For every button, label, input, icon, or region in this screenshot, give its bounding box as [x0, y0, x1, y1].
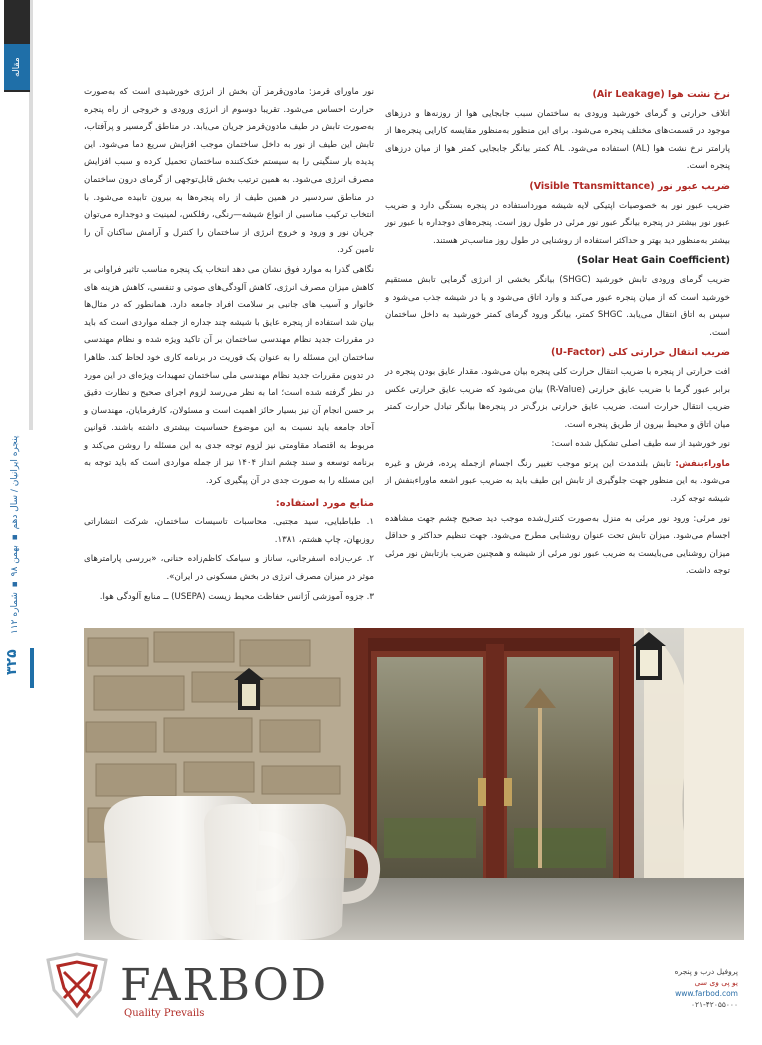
coffee-cups — [104, 796, 374, 940]
heading-air-leakage: نرخ نشت هوا (Air Leakage) — [592, 89, 730, 100]
section-tab — [4, 44, 30, 90]
reference-2: ۲. عرب‌زاده اسفرجانی، ساناز و سیامک کاظم‌زاده حنانی، «بررسی پارامترهای موثر در میزان مصرف انرژی در بخش مسکونی در ایران». — [84, 554, 374, 583]
paragraph-visible-light: نور مرئی: ورود نور مرئی به منزل به‌صورت کنترل‌شده موجب دید صحیح چشم جهت مشاهده اجسام می‌شود. میزان تابش تحت عنوان روشنایی مطرح می‌شود. جهت تنظیم حداکثر و حداقل میزان روشنایی می‌بایست به ضریب عبور نور مرئی از شیشه و همچنین ضریب بازتابش نور مرئی توجه داشت. — [385, 513, 730, 577]
ad-phone: ۰۲۱-۴۲۰۵۵۰۰۰ — [690, 1000, 738, 1009]
paragraph-infrared: نور ماورای قرمز: مادون‌قرمز آن بخش از انرژی خورشیدی است که به‌صورت حرارت احساس می‌شود. تقریبا دوسوم از انرژی ورودی و خروجی از راه پنجره به‌صورت تابش در طیف مادون‌قرمز جریان می‌یابد. در مناطق گرمسیر و پرآفتاب، تابش این طیف از نور به داخل ساختمان موجب افزایش سریع دما می‌شود. این پدیده بار سنگینی را به سیستم خنک‌کننده ساختمان تحمیل کرده و سبب افزایش مصرف انرژی می‌شود. به همین ترتیب بخش قابل‌توجهی از گرمای درون ساختمان در مناطق سردسیر در همین طیف از راه پنجره‌ها به بیرون تابیده می‌شود. با انتخاب ترکیب مناسبی از انواع شیشه—رنگی، رفلکس، لمینیت و دوجداره می‌توان جریان نور و ورود و خروج انرژی از ساختمان را کنترل و آرامش ساکنان آن را تامین کرد. — [84, 87, 374, 256]
window-door-photo — [84, 628, 744, 940]
ad-product-line: پروفیل درب و پنجره — [674, 967, 738, 976]
paragraph-ultraviolet — [385, 456, 730, 509]
ad-product-type: یو پی وی سی — [694, 978, 738, 987]
advertisement-details — [628, 966, 738, 1010]
paragraph-conclusion: نگاهی گذرا به موارد فوق نشان می دهد انتخاب یک پنجره مناسب تاثیر فراوانی بر کاهش میزان مصرف انرژی، کاهش آلودگی‌های صوتی و تنفسی، کاهش هزینه های خانوار و آسیب های جانبی بر سلامت افراد جامعه دارد. همانطور که در مثال‌ها بیان شد استفاده از پنجره عایق با شیشه چند جداره از جمله مواردی است که باید در مقررات جدید نظام مهندسی ساختمان بر آن تاکید ویژه شده و نظام مهندسی ساختمان این مسئله را به عنوان یک فوریت در برنامه کاری خود لحاظ کند. ظاهرا در تدوین مقررات جدید نظام مهندسی ملی ساختمان تمهیدات ویژه‌ای در این مورد در نظر گرفته شده است؛ اما به نظر می‌رسد لزوم اجرای صحیح و نظارت دقیق بر حسن انجام آن نیز بسیار حائز اهمیت است و مسئولان، کارفرمایان، مهندسان و آحاد جامعه باید نسبت به این موضوع حساسیت بیشتری داشته باشند. قوانین مربوط به اقتصاد مقاومتی نیز لزوم توجه جدی به این مسئله را روشن می‌کند و برنامه توسعه و سند چشم انداز ۱۴۰۴ نیز از جمله مواردی است که باید توجه به این مسئله را به صورت جدی در آن پیگیری کرد. — [84, 264, 374, 487]
ad-website[interactable]: www.farbod.com — [675, 989, 738, 998]
references-title: منابع مورد استفاده: — [275, 497, 374, 509]
brand-tagline: Quality Prevails — [124, 1008, 205, 1019]
paragraph-visible-transmittance: ضریب عبور نور به خصوصیات اپتیکی لایه شیشه مورداستفاده در پنجره بستگی دارد و ضریب عبور نور بیشتر در پنجره بیانگر عبور نور مرئی در طول روز است. پنجره‌های دوجداره با عبور نور بیشتر به‌منظور دید بهتر و حداکثر استفاده از روشنایی در طول روز مناسب‌تر هستند. — [385, 200, 730, 246]
section-tab-label: مقاله — [12, 57, 22, 77]
brand-name: FARBOD — [120, 960, 329, 1011]
reference-3: ۳. جزوه آموزشی آژانس حفاظت محیط زیست (USEPA) ــ منابع آلودگی هوا. — [99, 591, 374, 602]
ultraviolet-text: تابش بلندمدت این پرتو موجب تغییر رنگ اجسام ازجمله پرده، فرش و غیره می‌شود. به این منظور جهت جلوگیری از تابش این طیف باید به ضریب عبور اشعه ماوراءبنفش از شیشه توجه کرد. — [385, 458, 730, 505]
page-number: ۳۲۵ — [4, 649, 20, 675]
heading-visible-transmittance: ضریب عبور نور (Visible Ttansmittance) — [529, 180, 730, 192]
heading-u-factor: ضریب انتقال حرارتی کلی (U-Factor) — [550, 347, 730, 359]
reference-1: ۱. طباطبایی، سید مجتبی. محاسبات تاسیسات ساختمان، شرکت انتشاراتی روزبهان، چاپ هشتم، ۱۳۸۱. — [84, 517, 374, 545]
paragraph-shgc: ضریب گرمای ورودی تابش خورشید (SHGC) بیانگر بخشی از انرژی گرمایی تابش مستقیم خورشید است که از میان پنجره عبور می‌کند و وارد اتاق می‌شود و یا در شیشه جذب می‌شود و سپس به اتاق انتقال می‌یابد. SHGC کمتر، بیانگر ورود گرمای کمتر خورشید به داخل ساختمان است. — [385, 274, 731, 338]
paragraph-u-factor: افت حرارتی از پنجره با ضریب انتقال حرارت کلی پنجره بیان می‌شود. مقدار عایق بودن پنجره در برابر عبور گرما با ضریب عایق حرارتی (R-Value) بیان می‌شود که ضریب عایق حرارتی عکس ضریب انتقال حرارت است. ضریب عایق حرارتی بزرگ‌تر در پنجره‌ها بیانگر تبادل حرارت کمتر میان اتاق و محیط بیرون از طریق پنجره است. — [385, 366, 730, 430]
magazine-issue-label: پنجره ایرانیان / سال دهم ▪ بهمن ۹۸ ▪ شماره ۱۱۲ — [10, 435, 20, 635]
heading-shgc: (Solar Heat Gain Coefficient) — [576, 255, 730, 267]
left-text-column — [84, 84, 374, 608]
paragraph-sunlight-spectra: نور خورشید از سه طیف اصلی تشکیل شده است: — [551, 439, 730, 450]
photo-illustration — [84, 628, 744, 940]
right-text-column — [385, 84, 730, 583]
farbod-logo — [44, 950, 110, 1020]
paragraph-air-leakage: اتلاف حرارتی و گرمای خورشید ورودی به ساختمان سبب جابجایی هوا از روزنه‌ها و درزهای موجود در قسمت‌های مختلف پنجره می‌شود. برای این منظور به‌منظور مقایسه کارایی پنجره‌ها از پارامتر نرخ نشت هوا (AL) استفاده می‌شود. AL کمتر بیانگر جابجایی کمتر هوا از میان درزهای پنجره است. — [385, 108, 730, 172]
ultraviolet-lead: ماوراءبنفش: — [675, 458, 730, 469]
